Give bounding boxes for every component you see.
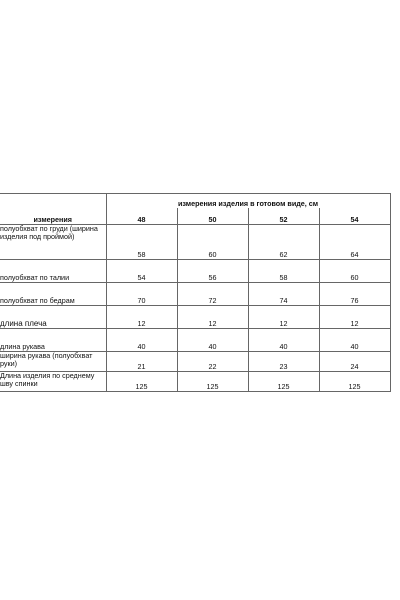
size-header: 52 xyxy=(248,208,319,225)
table-row xyxy=(0,225,390,260)
row-value: 72 xyxy=(177,283,248,306)
row-value: 58 xyxy=(106,225,177,260)
row-value: 64 xyxy=(319,225,390,260)
row-value: 40 xyxy=(177,329,248,352)
table-row xyxy=(0,372,390,392)
row-value: 40 xyxy=(248,329,319,352)
row-value: 62 xyxy=(248,225,319,260)
row-label: длина рукава xyxy=(0,329,106,352)
row-value: 40 xyxy=(106,329,177,352)
row-value: 60 xyxy=(319,260,390,283)
row-value: 22 xyxy=(177,352,248,372)
table-row xyxy=(0,306,390,329)
size-chart-table xyxy=(0,193,391,392)
row-value: 125 xyxy=(106,372,177,392)
row-value: 12 xyxy=(106,306,177,329)
row-value: 70 xyxy=(106,283,177,306)
row-value: 12 xyxy=(177,306,248,329)
header-label: измерения xyxy=(33,215,72,224)
row-value: 76 xyxy=(319,283,390,306)
size-header: 54 xyxy=(319,208,390,225)
row-value: 21 xyxy=(106,352,177,372)
row-value: 125 xyxy=(177,372,248,392)
table-title-row xyxy=(0,194,390,209)
table-row xyxy=(0,260,390,283)
row-label: Длина изделия по среднему шву спинки xyxy=(0,372,106,392)
row-value: 12 xyxy=(319,306,390,329)
row-value: 60 xyxy=(177,225,248,260)
row-value: 125 xyxy=(319,372,390,392)
row-value: 74 xyxy=(248,283,319,306)
row-value: 24 xyxy=(319,352,390,372)
row-label: полуобхват по бедрам xyxy=(0,283,106,306)
row-value: 58 xyxy=(248,260,319,283)
table-row xyxy=(0,283,390,306)
title-blank-cell xyxy=(0,194,106,209)
size-header: 48 xyxy=(106,208,177,225)
row-value: 125 xyxy=(248,372,319,392)
row-value: 40 xyxy=(319,329,390,352)
table-row xyxy=(0,329,390,352)
row-value: 56 xyxy=(177,260,248,283)
table-row xyxy=(0,352,390,372)
row-label: ширина рукава (полуобхват руки) xyxy=(0,352,106,372)
row-label: длина плеча xyxy=(0,306,106,329)
table-header-row xyxy=(0,208,390,225)
size-chart-sheet xyxy=(0,193,400,405)
row-value: 23 xyxy=(248,352,319,372)
table-title: измерения изделия в готовом виде, см xyxy=(106,194,390,209)
row-value: 12 xyxy=(248,306,319,329)
row-label: полуобхват по груди (ширина изделия под проймой) xyxy=(0,225,106,260)
row-label: полуобхват по талии xyxy=(0,260,106,283)
row-value: 54 xyxy=(106,260,177,283)
size-header: 50 xyxy=(177,208,248,225)
